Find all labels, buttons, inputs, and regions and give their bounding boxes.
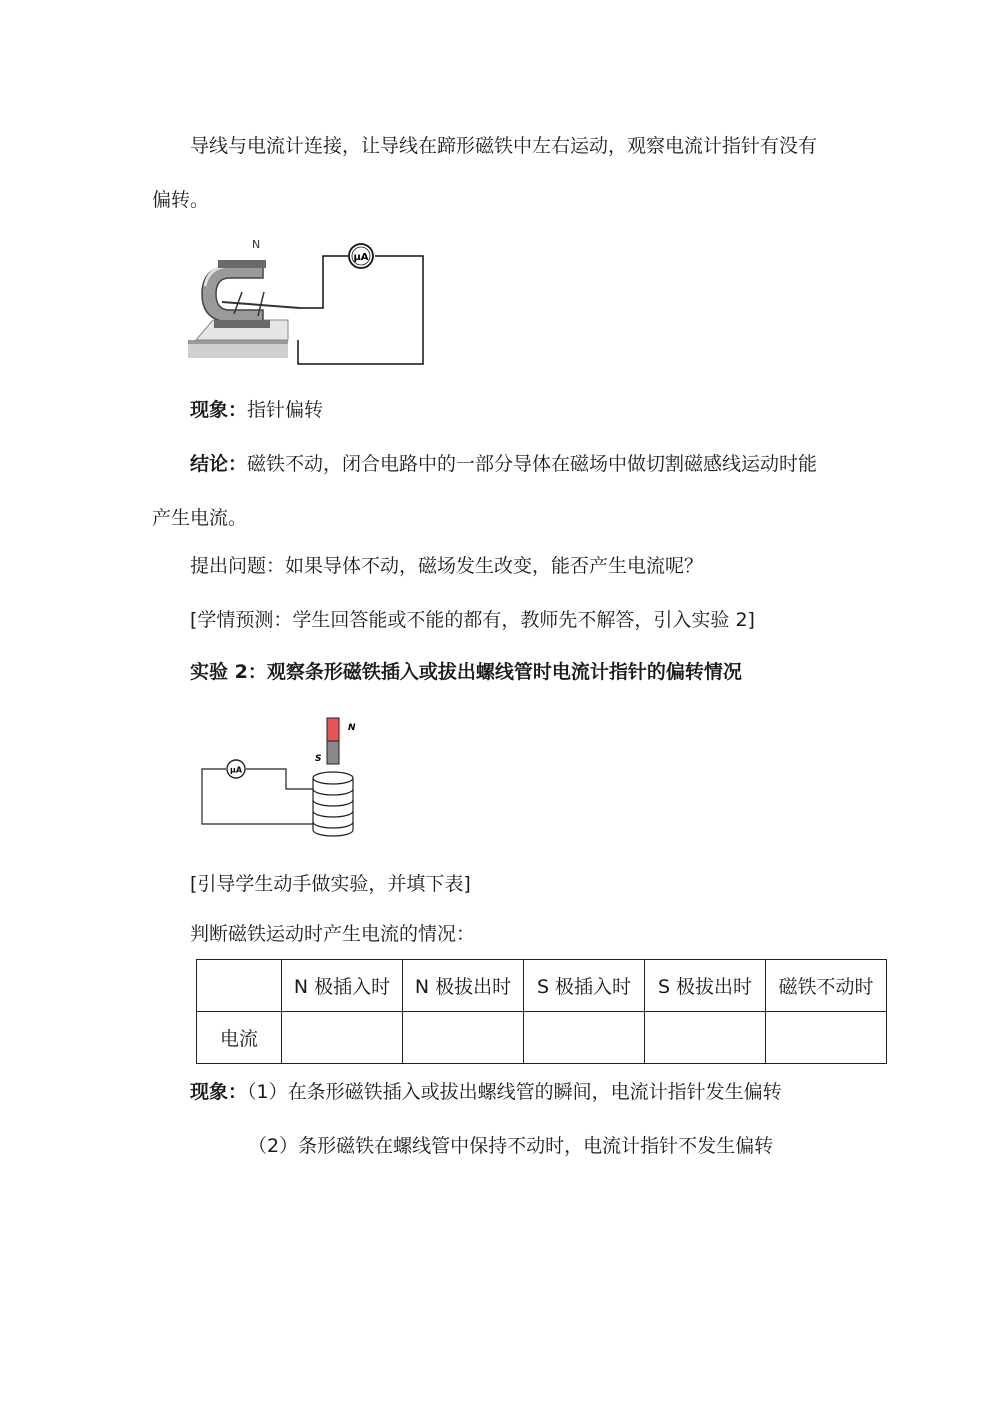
table-cell [403, 1012, 524, 1064]
table-cell [282, 1012, 403, 1064]
table-header-n-insert: N 极插入时 [282, 960, 403, 1012]
judge-prompt: 判断磁铁运动时产生电流的情况： [190, 923, 476, 945]
current-observation-table [196, 959, 887, 1064]
solenoid-figure [188, 714, 368, 844]
prediction: [学情预测：学生回答能或不能的都有，教师先不解答，引入实验 2] [190, 609, 755, 631]
phenomenon-2-label: 现象： [190, 1081, 248, 1103]
bar-magnet-north [327, 718, 339, 741]
phenomenon-2-text-1: （1）在条形磁铁插入或拔出螺线管的瞬间，电流计指针发生偏转 [247, 1081, 782, 1103]
table-header-s-pull: S 极拔出时 [645, 960, 766, 1012]
pole-n-label: N [252, 238, 261, 251]
table-cell [524, 1012, 645, 1064]
galvanometer-label: μA [353, 252, 369, 263]
circuit-wire-lower [202, 769, 313, 824]
solenoid-coil [313, 772, 353, 836]
table-header-row [197, 960, 887, 1012]
pole-n-label: N [348, 723, 356, 733]
intro-line-2: 偏转。 [152, 189, 210, 211]
phenomenon-1-label: 现象： [190, 399, 248, 421]
pole-s-label: S [315, 754, 322, 764]
table-row-label: 电流 [197, 1012, 282, 1064]
conclusion-line-1 [190, 452, 890, 476]
phenomenon-2-item-1 [190, 1080, 890, 1104]
bar-magnet-south [327, 741, 339, 764]
table-row [197, 1012, 887, 1064]
conclusion-label: 结论： [190, 453, 248, 475]
table-cell [766, 1012, 887, 1064]
table-header-empty [197, 960, 282, 1012]
magnet-top-face [218, 260, 266, 268]
phenomenon-1 [190, 398, 890, 422]
horseshoe-magnet-figure [188, 232, 438, 372]
table-header-static: 磁铁不动时 [766, 960, 887, 1012]
circuit-wire-upper [300, 256, 348, 308]
table-header-n-pull: N 极拔出时 [403, 960, 524, 1012]
conclusion-text: 磁铁不动，闭合电路中的一部分导体在磁场中做切割磁感线运动时能 [247, 453, 818, 475]
guide-note: [引导学生动手做实验，并填下表] [190, 873, 471, 895]
table-header-s-insert: S 极插入时 [524, 960, 645, 1012]
intro-line-1: 导线与电流计连接，让导线在蹄形磁铁中左右运动，观察电流计指针有没有 [190, 135, 818, 157]
phenomenon-2-item-2: （2）条形磁铁在螺线管中保持不动时，电流计指针不发生偏转 [248, 1135, 774, 1157]
experiment-2-title: 实验 2：观察条形磁铁插入或拔出螺线管时电流计指针的偏转情况 [190, 661, 742, 683]
table-cell [645, 1012, 766, 1064]
galvanometer-label: μA [229, 765, 243, 775]
circuit-wire-upper [246, 769, 313, 789]
phenomenon-1-text: 指针偏转 [247, 399, 324, 421]
circuit-wire-lower [298, 256, 423, 364]
magnet-bottom-face [214, 320, 270, 328]
conclusion-line-2: 产生电流。 [152, 507, 248, 529]
question: 提出问题：如果导体不动，磁场发生改变，能否产生电流呢？ [190, 555, 704, 577]
